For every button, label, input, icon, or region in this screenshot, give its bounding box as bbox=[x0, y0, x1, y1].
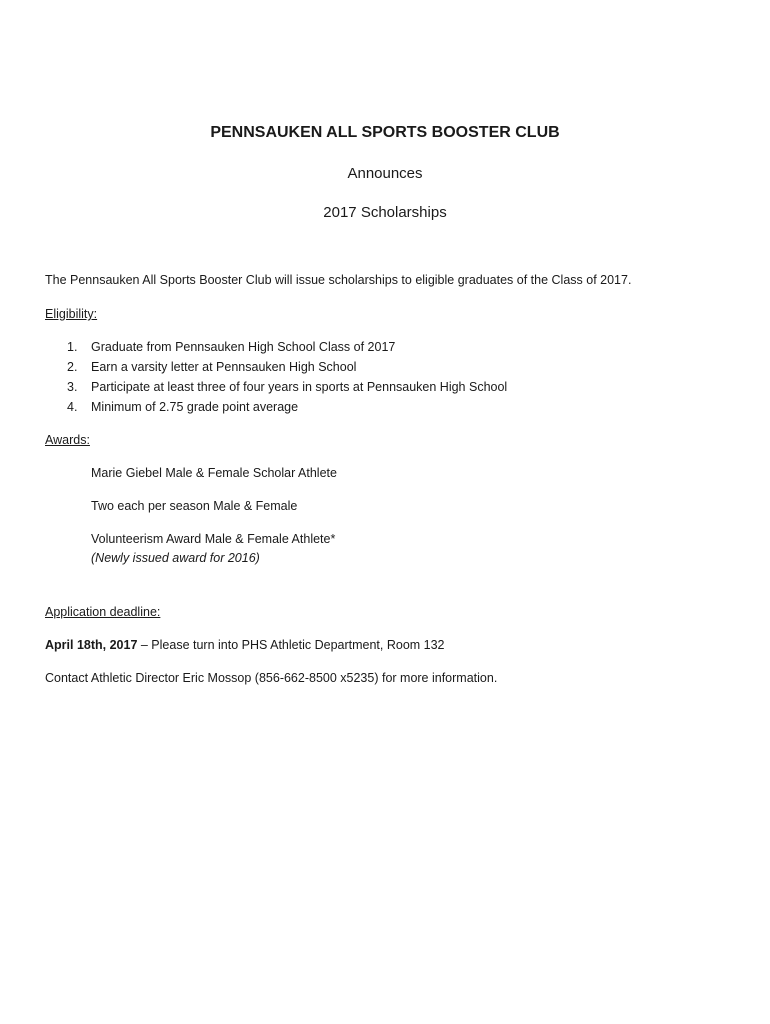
award-item: Two each per season Male & Female bbox=[91, 499, 298, 513]
intro-paragraph: The Pennsauken All Sports Booster Club will issue scholarships to eligible graduates of the Class of 2017. bbox=[45, 273, 632, 287]
contact-line: Contact Athletic Director Eric Mossop (856-662-8500 x5235) for more information. bbox=[45, 671, 498, 685]
deadline-line bbox=[45, 638, 445, 652]
eligibility-heading: Eligibility: bbox=[45, 307, 98, 321]
eligibility-item: Minimum of 2.75 grade point average bbox=[91, 400, 299, 414]
awards-heading: Awards: bbox=[45, 433, 90, 447]
deadline-detail: – Please turn into PHS Athletic Department, Room 132 bbox=[137, 638, 445, 652]
award-note: (Newly issued award for 2016) bbox=[91, 551, 260, 565]
deadline-heading: Application deadline: bbox=[45, 605, 161, 619]
award-item: Volunteerism Award Male & Female Athlete* bbox=[91, 532, 336, 546]
scholarship-year-line: 2017 Scholarships bbox=[323, 204, 447, 221]
eligibility-item: Earn a varsity letter at Pennsauken High School bbox=[91, 360, 357, 374]
list-number: 1. bbox=[67, 340, 78, 354]
award-item: Marie Giebel Male & Female Scholar Athlete bbox=[91, 466, 337, 480]
list-number: 4. bbox=[67, 400, 78, 414]
eligibility-item: Graduate from Pennsauken High School Class of 2017 bbox=[91, 340, 396, 354]
deadline-date: April 18th, 2017 bbox=[45, 638, 138, 652]
document-title: PENNSAUKEN ALL SPORTS BOOSTER CLUB bbox=[210, 124, 560, 141]
announces-line: Announces bbox=[347, 165, 423, 182]
eligibility-item: Participate at least three of four years in sports at Pennsauken High School bbox=[91, 380, 508, 394]
list-number: 3. bbox=[67, 380, 78, 394]
list-number: 2. bbox=[67, 360, 78, 374]
